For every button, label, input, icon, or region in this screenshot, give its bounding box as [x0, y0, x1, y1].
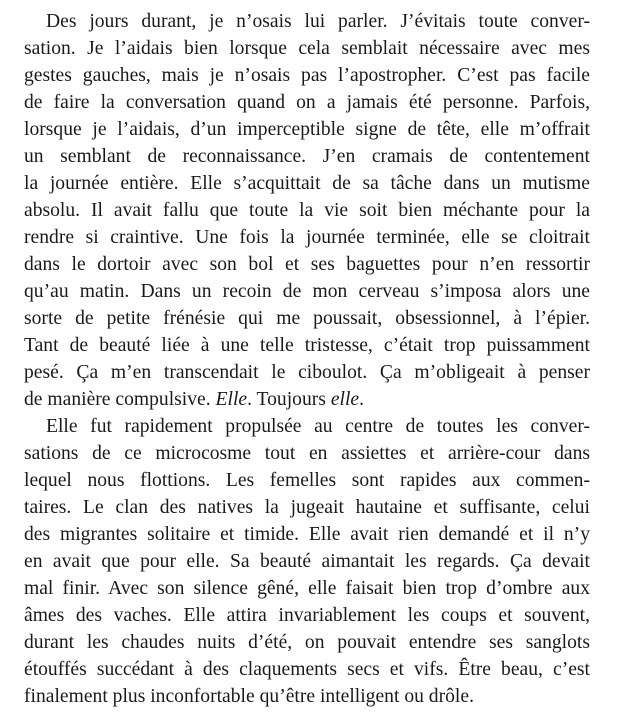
text-line: pesé. Ça m’en transcendait le ciboulot. Ça m’obligeait à penser	[24, 362, 590, 383]
text-line: un semblant de reconnaissance. J’en cramais de contentement	[24, 146, 590, 167]
text-line: durant les chaudes nuits d’été, on pouvait entendre ses sanglots	[24, 632, 590, 653]
emphasis-elle: elle	[330, 389, 360, 410]
text-run: .	[359, 389, 365, 410]
text-line: lorsque je l’aidais, d’un imperceptible signe de tête, elle m’offrait	[24, 119, 590, 140]
text-line: Tant de beauté liée à une telle tristesse, c’était trop puissamment	[24, 335, 590, 356]
text-line: Elle fut rapidement propulsée au centre de toutes les conver-	[46, 416, 590, 437]
text-line: Des jours durant, je n’osais lui parler. J’évitais toute conver-	[46, 11, 590, 32]
text-line: mal finir. Avec son silence gêné, elle faisait bien trop d’ombre aux	[24, 578, 590, 599]
text-line: des migrantes solitaire et timide. Elle avait rien demandé et il n’y	[24, 524, 590, 545]
text-line: absolu. Il avait fallu que toute la vie soit bien méchante pour la	[24, 200, 590, 221]
text-line-final	[24, 386, 590, 413]
text-line: sations de ce microcosme tout en assiettes et arrière-cour dans	[24, 443, 590, 464]
text-run: de manière compulsive.	[24, 389, 216, 410]
text-line: qu’au matin. Dans un recoin de mon cerveau s’imposa alors une	[24, 281, 590, 302]
text-line: la journée entière. Elle s’acquittait de sa tâche dans un mutisme	[24, 173, 590, 194]
text-line: lequel nous flottions. Les femelles sont rapides aux commen-	[24, 470, 590, 491]
emphasis-elle: Elle	[215, 389, 248, 410]
text-line: âmes des vaches. Elle attira invariablement les coups et souvent,	[24, 605, 590, 626]
text-line: dans le dortoir avec son bol et ses baguettes pour n’en ressortir	[24, 254, 590, 275]
text-run: . Toujours	[247, 389, 331, 410]
text-line: de faire la conversation quand on a jamais été personne. Parfois,	[24, 92, 590, 113]
text-line: taires. Le clan des natives la jugeait hautaine et suffisante, celui	[24, 497, 590, 518]
text-line: gestes gauches, mais je n’osais pas l’apostropher. C’est pas facile	[24, 65, 590, 86]
text-line: étouffés succédant à des claquements secs et vifs. Être beau, c’est	[24, 659, 590, 680]
text-line: sation. Je l’aidais bien lorsque cela semblait nécessaire avec mes	[24, 38, 590, 59]
text-line: en avait que pour elle. Sa beauté aimantait les regards. Ça devait	[24, 551, 590, 572]
text-line: rendre si craintive. Une fois la journée terminée, elle se cloitrait	[24, 227, 590, 248]
text-line-final: finalement plus inconfortable qu’être intelligent ou drôle.	[24, 686, 474, 707]
text-line: sorte de petite frénésie qui me poussait, obsessionnel, à l’épier.	[24, 308, 590, 329]
